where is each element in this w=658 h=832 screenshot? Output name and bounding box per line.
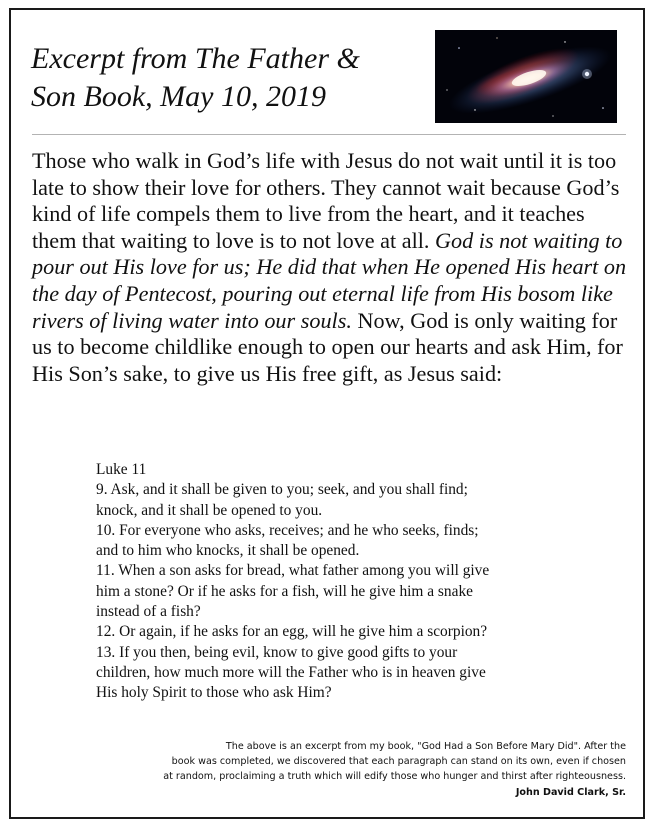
scripture-line: 9. Ask, and it shall be given to you; seek, and you shall find; [96,481,468,499]
scripture-line: instead of a fish? [96,603,201,621]
scripture-line: His holy Spirit to those who ask Him? [96,684,332,702]
footer-line: at random, proclaiming a truth which will edify those who hunger and thirst after righteousness. [163,771,626,783]
scripture-line: 13. If you then, being evil, know to give good gifts to your [96,643,458,661]
scripture-line: and to him who knocks, it shall be opened. [96,542,360,560]
title-line-1: Excerpt from The Father & [31,42,360,75]
paragraph-text-italic: God is not waiting to pour out His love for us; He did that when He opened His heart on the day of Pentecost, pouring out eternal life from His bosom like rivers of living water into our souls. [32,227,627,333]
scripture-line: him a stone? Or if he asks for a fish, will he give him a snake [96,582,473,600]
paragraph-text-start: Those who walk in God’s life with Jesus do not wait until it is too late to show their love for others. They cannot wait because God’s kind of life compels them to live from the heart, and it teaches them that waiting to love is to not love at all. [32,148,620,253]
scripture-line: 11. When a son asks for bread, what father among you will give [96,562,490,580]
footer-author: John David Clark, Sr. [515,786,626,798]
footer-line: The above is an excerpt from my book, "God Had a Son Before Mary Did". After the [225,741,626,752]
scripture-line: 12. Or again, if he asks for an egg, will he give him a scorpion? [96,623,488,641]
footer-line: book was completed, we discovered that each paragraph can stand on its own, even if chosen [171,756,626,768]
scripture-line: children, how much more will the Father who is in heaven give [96,663,486,681]
scripture-line: 10. For everyone who asks, receives; and he who seeks, finds; [96,521,479,539]
scripture-line: Luke 11 [96,461,147,478]
main-paragraph [32,148,632,387]
galaxy-image [435,30,617,123]
paragraph-text-end: Now, God is only waiting for us to become childlike enough to open our hearts and ask Him, for His Son’s sake, to give us His free gift, as Jesus said: [32,307,623,386]
galaxy-picture [435,30,617,123]
footer-note [120,739,626,800]
title-line-2: Son Book, May 10, 2019 [31,80,326,113]
scripture-line: knock, and it shall be opened to you. [96,501,323,519]
scripture-quote [96,460,576,704]
page-title [31,40,411,116]
divider [32,134,626,135]
